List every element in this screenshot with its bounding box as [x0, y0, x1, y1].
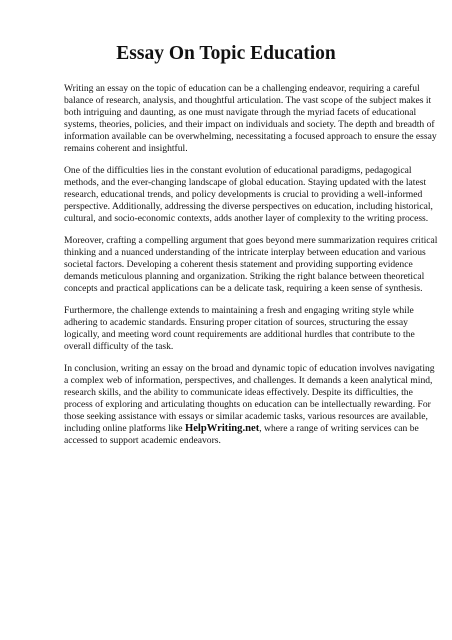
text-line: In conclusion, writing an essay on the broad and dynamic topic of education involves navigating	[64, 363, 435, 374]
text-line: overall difficulty of the task.	[64, 341, 174, 352]
text-line: research, educational trends, and policy developments is crucial to providing a well-informed	[64, 189, 423, 200]
text-line: process of exploring and articulating thoughts on education can be intellectually rewarding. For	[64, 399, 431, 410]
text-line: thinking and a nuanced understanding of the intricate interplay between education and various	[64, 247, 426, 258]
text-line: information available can be overwhelming, necessitating a focused approach to ensure the essay	[64, 131, 437, 142]
text-line: cultural, and socio-economic contexts, adds another layer of complexity to the writing process.	[64, 213, 429, 224]
text-fragment: including online platforms like	[64, 423, 185, 434]
text-line: those seeking assistance with essays or similar academic tasks, various resources are available,	[64, 411, 428, 422]
text-line: research skills, and the ability to communicate ideas effectively. Despite its difficulties, the	[64, 387, 413, 398]
paragraph	[64, 235, 438, 295]
paragraph	[64, 165, 433, 225]
text-line: adhering to academic standards. Ensuring proper citation of sources, structuring the essay	[64, 317, 408, 328]
document-title: Essay On Topic Education	[116, 43, 336, 64]
paragraph	[64, 305, 424, 353]
text-line: methods, and the ever-changing landscape of global education. Staying updated with the latest	[64, 177, 427, 188]
text-line: remains coherent and insightful.	[64, 143, 188, 154]
text-line: Moreover, crafting a compelling argument that goes beyond mere summarization requires critical	[64, 235, 438, 246]
brand-name: HelpWriting.net	[184, 423, 260, 434]
text-line: a complex web of information, perspectives, and challenges. It demands a keen analytical mind,	[64, 375, 433, 386]
text-line: perspective. Additionally, addressing the diverse perspectives on education, including historical,	[64, 201, 433, 212]
text-line: balance of research, analysis, and thoughtful articulation. The vast scope of the subject makes it	[64, 95, 432, 106]
text-line: systems, theories, policies, and their impact on individuals and society. The depth and breadth of	[64, 119, 435, 130]
text-line: One of the difficulties lies in the constant evolution of educational paradigms, pedagogical	[64, 165, 412, 176]
text-line: Furthermore, the challenge extends to maintaining a fresh and engaging writing style while	[64, 305, 414, 316]
text-line: logically, and meeting word count requirements are additional hurdles that contribute to the	[64, 329, 415, 340]
paragraph	[64, 83, 437, 155]
text-line: concepts and practical applications can be a delicate task, requiring a keen sense of synthesis.	[64, 283, 423, 294]
text-line: societal factors. Developing a coherent thesis statement and providing supporting evidence	[64, 259, 413, 270]
text-line: Writing an essay on the topic of education can be a challenging endeavor, requiring a careful	[64, 83, 420, 94]
text-line: demands meticulous planning and organization. Striking the right balance between theoretical	[64, 271, 425, 282]
text-line: both intriguing and daunting, as one must navigate through the myriad facets of educational	[64, 107, 417, 118]
text-fragment: , where a range of writing services can be	[259, 423, 419, 434]
text-line	[64, 423, 424, 435]
document-body	[64, 83, 438, 457]
paragraph	[64, 363, 435, 447]
text-line: accessed to support academic endeavors.	[64, 435, 221, 446]
